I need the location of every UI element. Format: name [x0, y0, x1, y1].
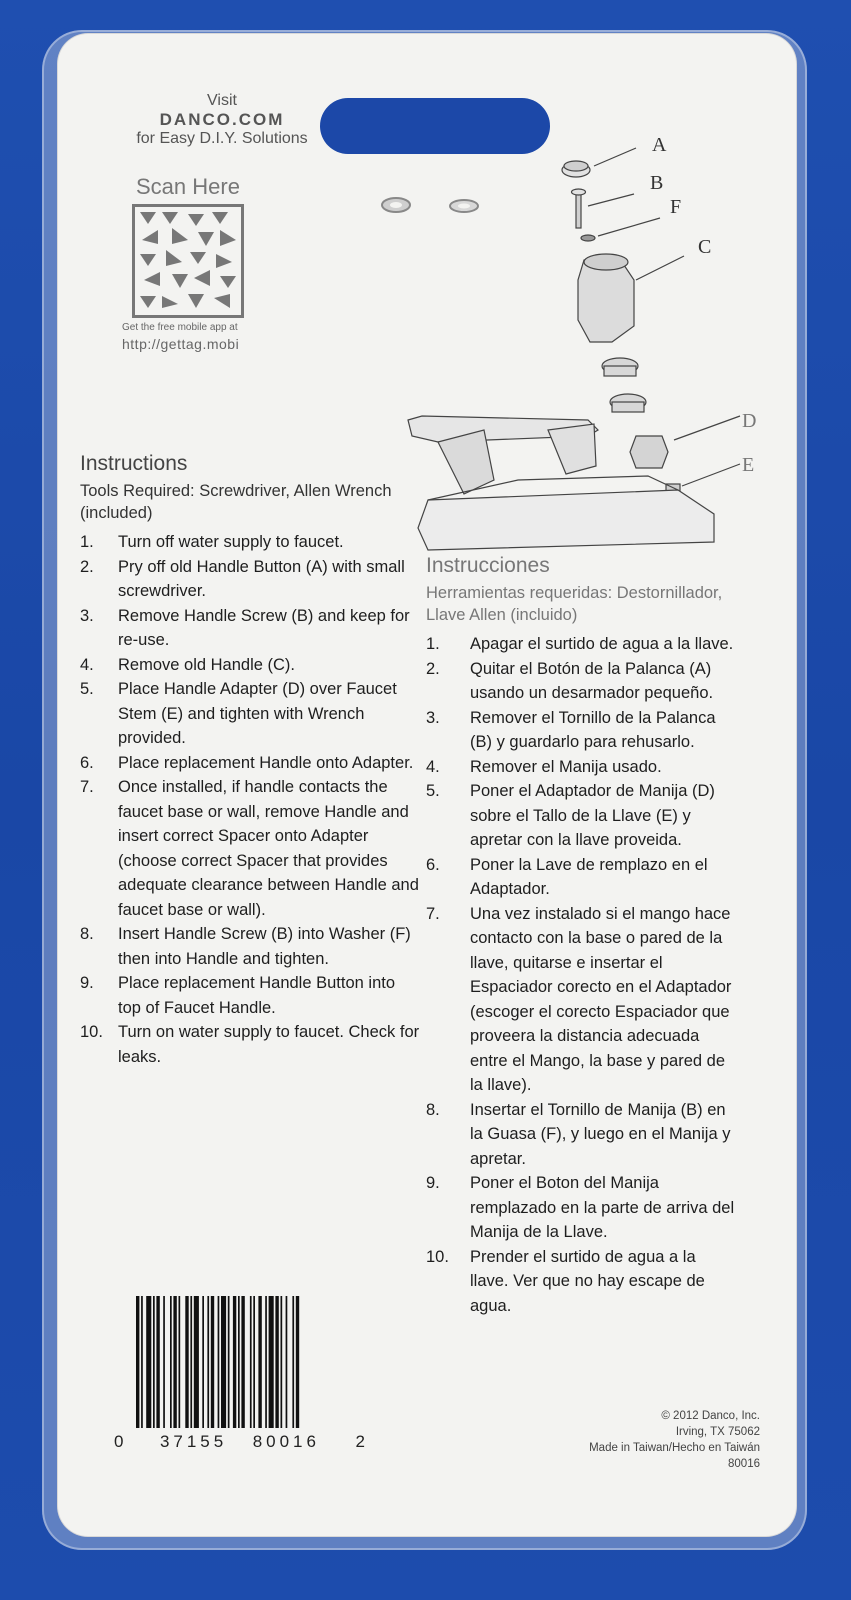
step-item	[426, 706, 738, 755]
barcode-group-2: 80016	[252, 1432, 320, 1451]
barcode-bar	[269, 1296, 274, 1428]
step-number: 3.	[426, 708, 440, 727]
step-item	[426, 1098, 738, 1172]
tagline: for Easy D.I.Y. Solutions	[136, 130, 308, 147]
step-number: 7.	[80, 778, 94, 796]
barcode-lead-digit: 0	[114, 1432, 125, 1451]
step-text: Pry off old Handle Button (A) with small screwdriver.	[118, 557, 405, 600]
barcode-bar	[179, 1296, 181, 1428]
step-text: Once installed, if handle contacts the faucet base or wall, remove Handle and insert correct Spacer onto Adapter (choose correct Spacer that provides adequate clearance between Handle and faucet base or wall).	[118, 778, 419, 919]
barcode-check-digit: 2	[355, 1432, 366, 1451]
tools-required: Tools Required: Screwdriver, Allen Wrench (included)	[80, 482, 392, 522]
step-text: Poner el Adaptador de Manija (D) sobre el Tallo de la Llave (E) y apretar con la llave proveida.	[470, 782, 715, 849]
instructions-title: Instructions	[80, 452, 188, 475]
step-number: 6.	[80, 753, 94, 772]
barcode-bar	[228, 1296, 230, 1428]
step-number: 7.	[426, 904, 440, 923]
step-text: Place Handle Adapter (D) over Faucet Stem (E) and tighten with Wrench provided.	[118, 680, 397, 747]
step-number: 2.	[80, 557, 94, 576]
label-a: A	[652, 134, 667, 156]
step-number: 1.	[80, 533, 94, 551]
barcode-bar	[296, 1296, 299, 1428]
step-text: Place replacement Handle onto Adapter.	[118, 753, 414, 772]
label-c: C	[698, 236, 712, 258]
step-number: 9.	[80, 974, 94, 992]
packaging-card	[58, 34, 796, 1536]
step-text: Una vez instalado si el mango hace contacto con la base o pared de la llave, quitarse e insertar el Espaciador corecto en el Adaptador (escoger el corecto Espaciador que proveera la distancia adecuada entre el Mango, la base y pared de la llave).	[470, 904, 732, 1094]
step-number: 4.	[426, 757, 440, 776]
address-text: Irving, TX 75062	[675, 1426, 760, 1438]
step-text: Place replacement Handle Button into top of Faucet Handle.	[118, 974, 396, 1017]
barcode-bar	[136, 1296, 139, 1428]
barcode-bar	[173, 1296, 176, 1428]
step-item	[426, 755, 738, 780]
barcode-bar	[253, 1296, 255, 1428]
label-f: F	[670, 196, 682, 218]
step-text: Remover el Manija usado.	[470, 757, 662, 776]
step-item	[426, 779, 738, 853]
step-number: 2.	[426, 659, 440, 678]
barcode-bar	[170, 1296, 172, 1428]
origin-text: Made in Taiwan/Hecho en Taiwán	[589, 1442, 760, 1454]
step-item	[80, 677, 420, 751]
step-number: 8.	[426, 1100, 440, 1119]
barcode-bar	[241, 1296, 244, 1428]
visit-site-block	[122, 92, 322, 148]
label-b: B	[650, 172, 664, 194]
barcode-bar	[190, 1296, 192, 1428]
step-text: Remove old Handle (C).	[118, 655, 295, 674]
label-d: D	[742, 410, 757, 432]
copyright-block	[589, 1408, 760, 1472]
step-text: Insertar el Tornillo de Manija (B) en la Guasa (F), y luego en el Manija y apretar.	[470, 1100, 731, 1168]
step-number: 5.	[80, 680, 94, 698]
qr-code	[132, 204, 244, 318]
step-number: 8.	[80, 925, 94, 943]
step-item	[426, 657, 738, 706]
step-text: Remove Handle Screw (B) and keep for re-use.	[118, 606, 410, 649]
barcode-bar	[233, 1296, 236, 1428]
instrucciones-title: Instrucciones	[426, 554, 550, 577]
barcode-bar	[146, 1296, 151, 1428]
step-text: Turn off water supply to faucet.	[118, 533, 344, 551]
step-item	[80, 555, 420, 604]
barcode-bar	[185, 1296, 188, 1428]
barcode-bar	[163, 1296, 165, 1428]
step-number: 10.	[426, 1247, 449, 1266]
step-item	[426, 632, 738, 657]
step-text: Quitar el Botón de la Palanca (A) usando un desarmador pequeño.	[470, 659, 714, 702]
instructions-spanish	[426, 554, 738, 1318]
scan-here-title: Scan Here	[136, 174, 240, 199]
visit-label: Visit	[207, 92, 237, 109]
step-number: 1.	[426, 635, 440, 653]
barcode-digits	[114, 1432, 366, 1452]
exploded-diagram	[398, 130, 798, 570]
step-item	[80, 1020, 420, 1069]
qr-url: http://gettag.mobi	[122, 336, 240, 352]
barcode-bar	[265, 1296, 267, 1428]
step-number: 3.	[80, 606, 94, 625]
instructions-english	[80, 452, 420, 1069]
step-item	[80, 922, 420, 971]
faucet-diagram	[398, 130, 798, 570]
step-number: 4.	[80, 655, 94, 674]
barcode-bar	[211, 1296, 214, 1428]
barcode-bar	[218, 1296, 220, 1428]
barcode-bar	[286, 1296, 288, 1428]
copyright-text: © 2012 Danco, Inc.	[661, 1410, 760, 1422]
barcode-bar	[221, 1296, 226, 1428]
barcode-bar	[153, 1296, 155, 1428]
label-e: E	[742, 454, 755, 476]
step-text: Prender el surtido de agua a la llave. Ver que no hay escape de agua.	[470, 1247, 705, 1315]
barcode-bar	[202, 1296, 204, 1428]
barcode-bar	[258, 1296, 261, 1428]
step-number: 5.	[426, 782, 440, 800]
step-item	[426, 853, 738, 902]
steps-list-english	[80, 530, 420, 1069]
barcode-bar	[207, 1296, 209, 1428]
step-item	[80, 530, 420, 555]
step-item	[426, 902, 738, 1098]
part-number: 80016	[728, 1458, 760, 1470]
step-text: Apagar el surtido de agua a la llave.	[470, 635, 734, 653]
barcode-bar	[281, 1296, 283, 1428]
barcode-bar	[250, 1296, 252, 1428]
step-item	[80, 604, 420, 653]
step-number: 6.	[426, 855, 440, 874]
step-item	[426, 1245, 738, 1319]
site-name: DANCO.COM	[159, 110, 285, 129]
step-text: Remover el Tornillo de la Palanca (B) y guardarlo para rehusarlo.	[470, 708, 716, 751]
step-item	[80, 971, 420, 1020]
barcode-bar	[275, 1296, 278, 1428]
step-number: 10.	[80, 1023, 103, 1041]
barcode-bar	[238, 1296, 240, 1428]
step-number: 9.	[426, 1174, 440, 1192]
qr-caption: Get the free mobile app at	[122, 322, 238, 333]
step-text: Turn on water supply to faucet. Check for leaks.	[118, 1023, 420, 1066]
barcode-bar	[141, 1296, 143, 1428]
barcode-bar	[194, 1296, 199, 1428]
step-text: Insert Handle Screw (B) into Washer (F) then into Handle and tighten.	[118, 925, 411, 968]
barcode-group-1: 37155	[159, 1432, 228, 1451]
step-item	[426, 1171, 738, 1245]
step-text: Poner el Boton del Manija remplazado en la parte de arriva del Manija de la Llave.	[470, 1174, 735, 1241]
barcode-bar	[156, 1296, 159, 1428]
barcode-bar	[292, 1296, 294, 1428]
herramientas-requeridas: Herramientas requeridas: Destornillador, Llave Allen (incluido)	[426, 584, 723, 624]
step-text: Poner la Lave de remplazo en el Adaptador.	[470, 855, 708, 898]
step-item	[80, 775, 420, 922]
steps-list-spanish	[426, 632, 738, 1318]
step-item	[80, 751, 420, 776]
step-item	[80, 653, 420, 678]
